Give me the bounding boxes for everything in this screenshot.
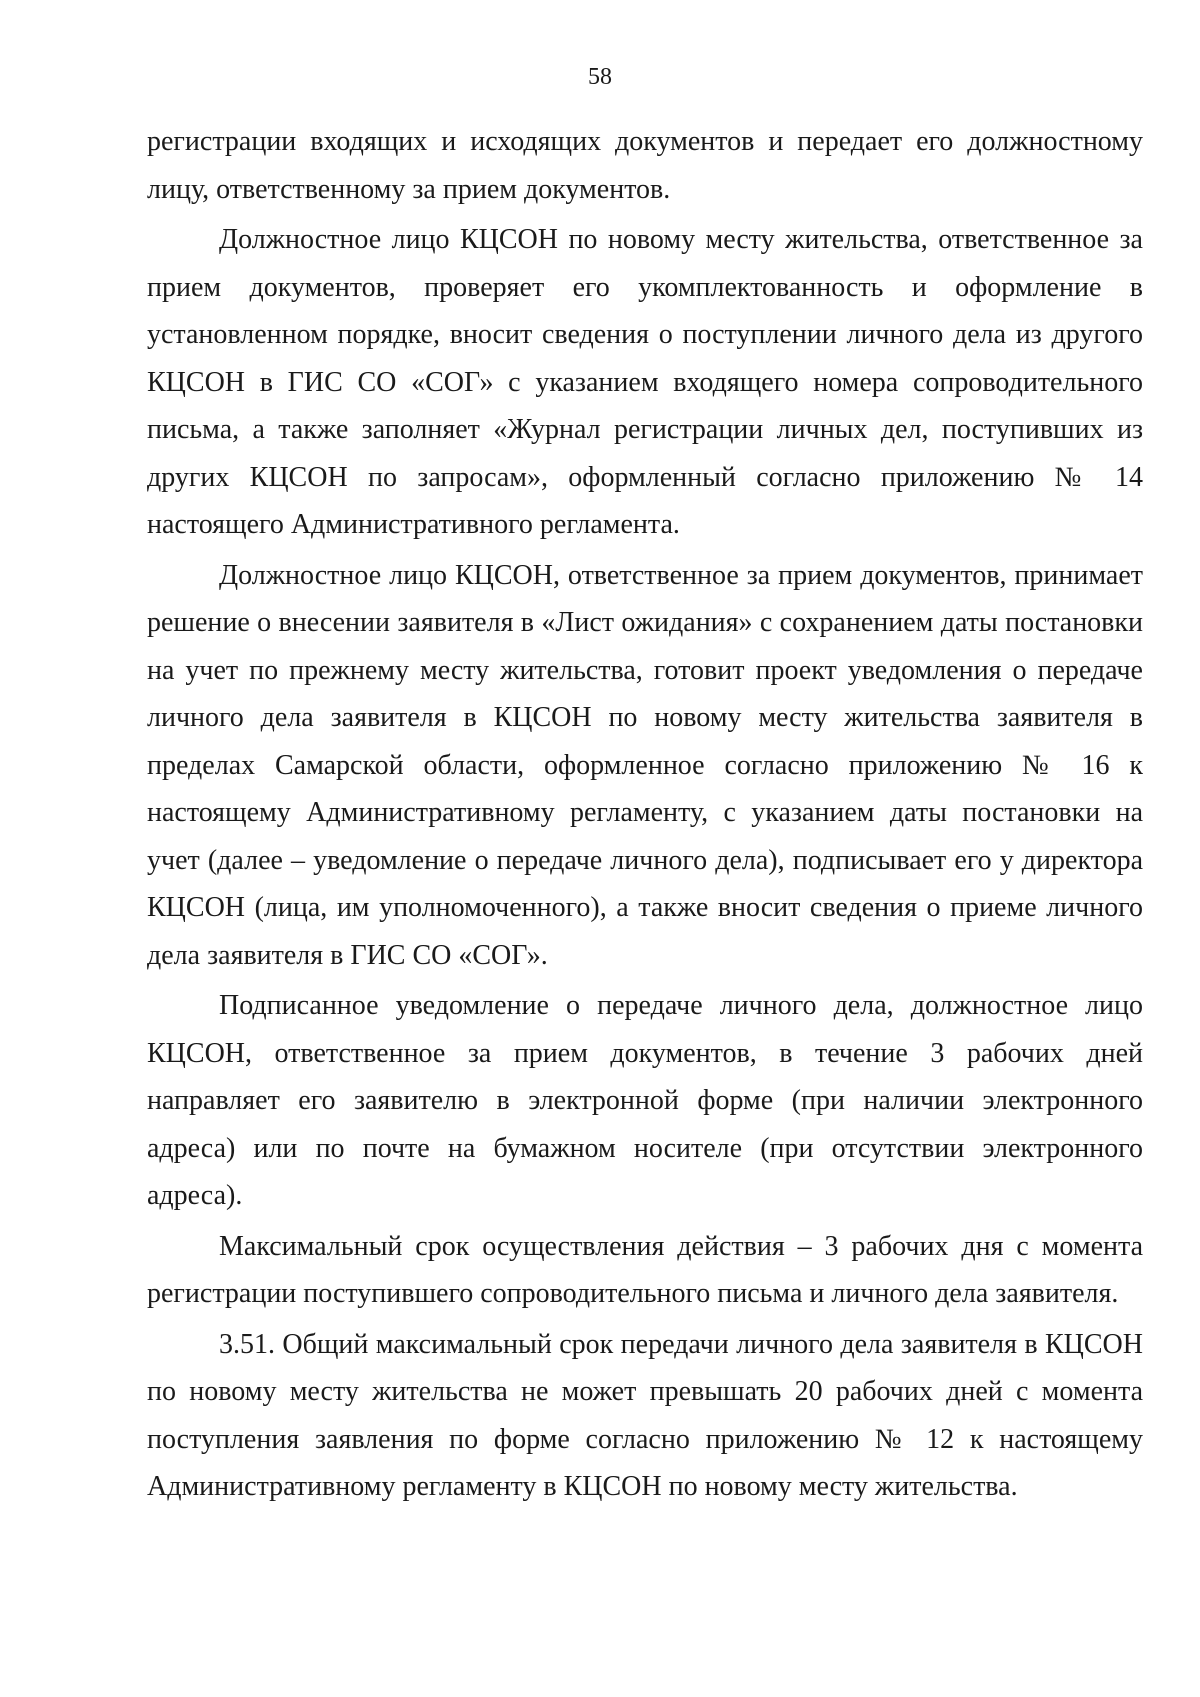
paragraph-max-action-term: Максимальный срок осуществления действия – 3 рабочих дня с момента регистрации поступившего сопроводительного письма и личного дела заявителя. [147,1230,1143,1309]
paragraph-waiting-list-decision: Должностное лицо КЦСОН, ответственное за прием документов, принимает решение о внесении заявителя в «Лист ожидания» с сохранением даты постановки на учет по прежнему месту жительства, готовит проект уведомления о передаче личного дела заявителя в КЦСОН по новому месту жительства заявителя в пределах Самарской области, оформленное согласно приложению № 16 к настоящему Административному регламенту, с указанием даты постановки на учет (далее – уведомление о передаче личного дела), подписывает его у директора КЦСОН (лица, им уполномоченного), а также вносит сведения о приеме личного дела заявителя в ГИС СО «СОГ». [147,559,1143,971]
paragraph-continuation: регистрации входящих и исходящих документов и передает его должностному лицу, ответственному за прием документов. [147,126,1143,205]
document-body [147,118,1143,1514]
page-number: 58 [588,64,612,90]
paragraph-registration-check: Должностное лицо КЦСОН по новому месту жительства, ответственное за прием документов, проверяет его укомплектованность и оформление в установленном порядке, вносит сведения о поступлении личного дела из другого КЦСОН в ГИС СО «СОГ» с указанием входящего номера сопроводительного письма, а также заполняет «Журнал регистрации личных дел, поступивших из других КЦСОН по запросам», оформленный согласно приложению № 14 настоящего Административного регламента. [147,224,1143,540]
paragraph-notification-sending: Подписанное уведомление о передаче личного дела, должностное лицо КЦСОН, ответственное за прием документов, в течение 3 рабочих дней направляет его заявителю в электронной форме (при наличии электронного адреса) или по почте на бумажном носителе (при отсутствии электронного адреса). [147,990,1143,1211]
paragraph-section-3-51: 3.51. Общий максимальный срок передачи личного дела заявителя в КЦСОН по новому месту жительства не может превышать 20 рабочих дней с момента поступления заявления по форме согласно приложению № 12 к настоящему Административному регламенту в КЦСОН по новому месту жительства. [147,1328,1143,1502]
